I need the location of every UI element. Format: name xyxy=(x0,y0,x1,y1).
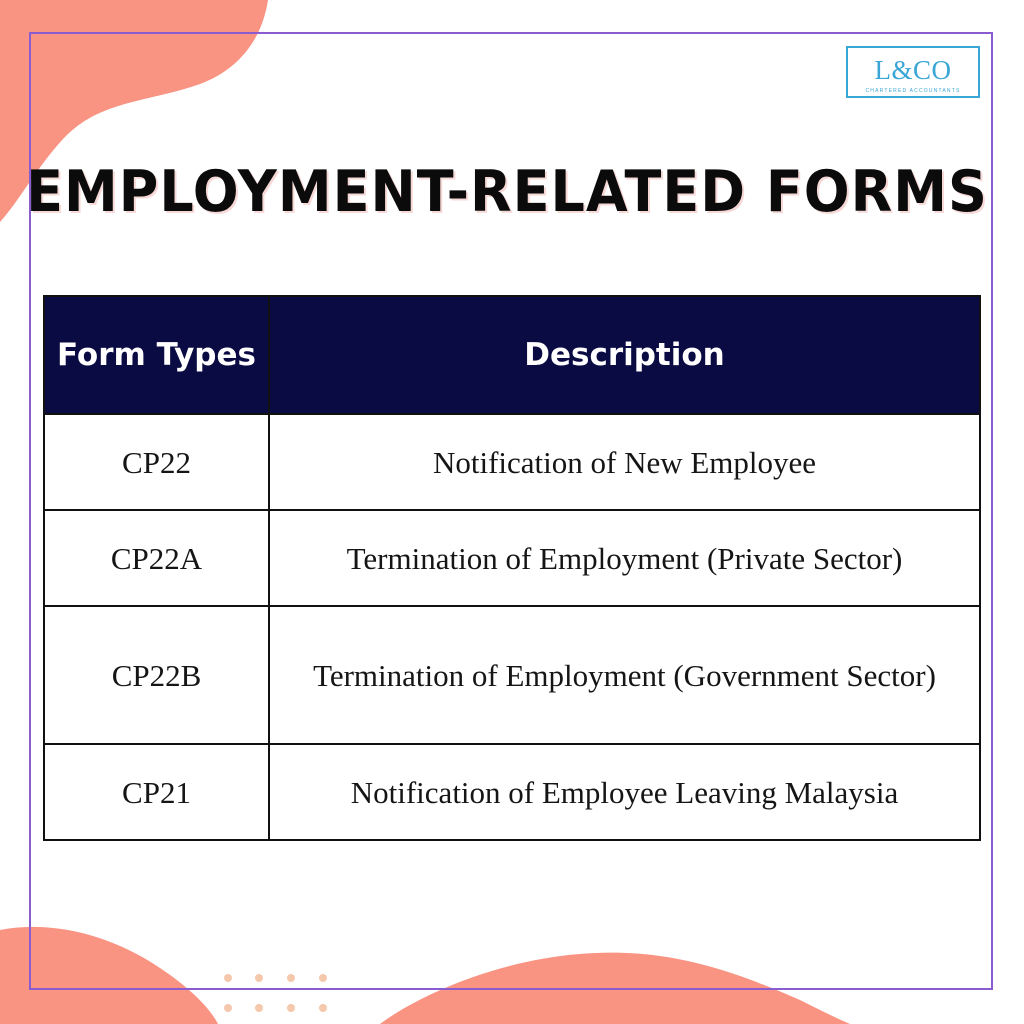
description-cell: Termination of Employment (Government Sector) xyxy=(269,606,980,744)
table-header-row xyxy=(44,296,980,414)
form-type-cell: CP22B xyxy=(44,606,269,744)
logo-text: L&CO xyxy=(874,55,952,85)
header-description: Description xyxy=(269,296,980,414)
dot xyxy=(319,1004,327,1012)
table-row xyxy=(44,414,980,510)
dot xyxy=(287,974,295,982)
dot xyxy=(224,974,232,982)
description-cell: Notification of Employee Leaving Malaysia xyxy=(269,744,980,840)
forms-table xyxy=(43,295,981,841)
dot xyxy=(287,1004,295,1012)
logo-subtext: CHARTERED ACCOUNTANTS xyxy=(865,88,961,94)
dot xyxy=(255,1004,263,1012)
description-cell: Notification of New Employee xyxy=(269,414,980,510)
dot xyxy=(224,1004,232,1012)
table-row xyxy=(44,510,980,606)
form-type-cell: CP21 xyxy=(44,744,269,840)
description-cell: Termination of Employment (Private Sector) xyxy=(269,510,980,606)
dot xyxy=(319,974,327,982)
decorative-dots xyxy=(224,970,334,1014)
company-logo xyxy=(846,46,980,98)
form-type-cell: CP22A xyxy=(44,510,269,606)
page-title: EMPLOYMENT-RELATED FORMS xyxy=(26,158,988,225)
form-type-cell: CP22 xyxy=(44,414,269,510)
table-row xyxy=(44,744,980,840)
table-row xyxy=(44,606,980,744)
dot xyxy=(255,974,263,982)
header-form-types: Form Types xyxy=(44,296,269,414)
